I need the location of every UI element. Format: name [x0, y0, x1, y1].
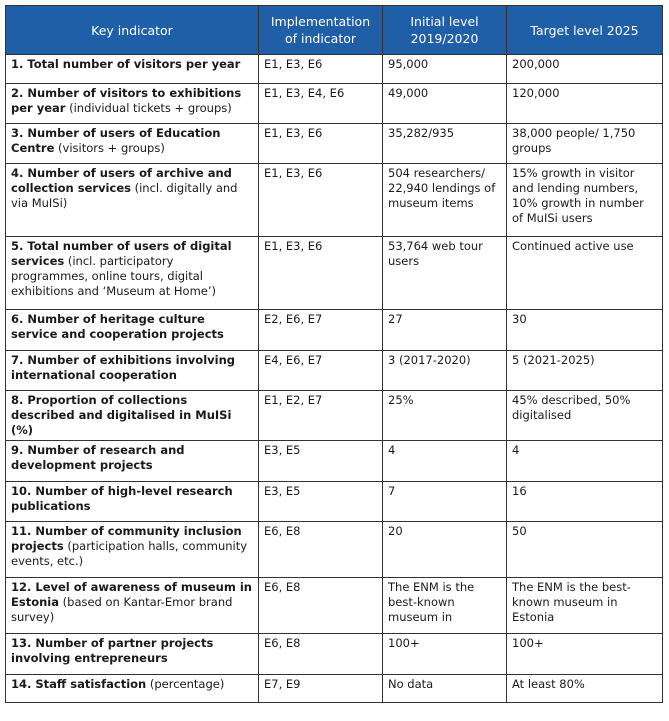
implementation-cell: E6, E8: [259, 522, 383, 578]
implementation-cell: E6, E8: [259, 578, 383, 634]
header-row: [6, 6, 663, 55]
target-level-cell: 120,000: [507, 84, 663, 124]
indicator-cell: [6, 164, 259, 237]
indicator-cell: [6, 237, 259, 310]
indicator-cell: [6, 351, 259, 391]
indicator-title: 11. Number of community inclusion projects: [11, 524, 242, 553]
table-row: [6, 441, 663, 482]
initial-level-cell: No data: [383, 675, 507, 703]
indicator-title: 3. Number of users of Education Centre: [11, 126, 221, 155]
header-key-indicator: Key indicator: [6, 6, 259, 55]
indicator-title: 8. Proportion of collections described and digitalised in MuISi (%): [11, 393, 232, 437]
initial-level-cell: 35,282/935: [383, 124, 507, 164]
indicator-title: 13. Number of partner projects involving entrepreneurs: [11, 636, 214, 665]
header-target-level: Target level 2025: [507, 6, 663, 55]
indicator-title: 6. Number of heritage culture service and cooperation projects: [11, 312, 224, 341]
target-level-cell: 50: [507, 522, 663, 578]
target-level-cell: 200,000: [507, 55, 663, 84]
indicator-cell: [6, 578, 259, 634]
key-indicators-table: [5, 5, 663, 703]
table-row: [6, 124, 663, 164]
initial-level-cell: 3 (2017-2020): [383, 351, 507, 391]
table-row: [6, 522, 663, 578]
indicator-note: (incl. digitally and via MuISi): [11, 181, 238, 210]
initial-level-cell: 49,000: [383, 84, 507, 124]
initial-level-cell: 95,000: [383, 55, 507, 84]
target-level-cell: At least 80%: [507, 675, 663, 703]
indicator-title: 1. Total number of visitors per year: [11, 57, 241, 71]
implementation-cell: E1, E3, E4, E6: [259, 84, 383, 124]
table-row: [6, 391, 663, 441]
indicator-title: 10. Number of high-level research publications: [11, 484, 233, 513]
implementation-cell: E1, E2, E7: [259, 391, 383, 441]
indicator-cell: [6, 84, 259, 124]
implementation-cell: E6, E8: [259, 634, 383, 675]
target-level-cell: 30: [507, 310, 663, 351]
indicator-title: 14. Staff satisfaction: [11, 677, 147, 691]
indicator-note: (individual tickets + groups): [65, 101, 232, 115]
target-level-cell: 15% growth in visitor and lending numbers, 10% growth in number of MuISi users: [507, 164, 663, 237]
target-level-cell: 16: [507, 482, 663, 522]
header-implementation: Implementation of indicator: [259, 6, 383, 55]
table-row: [6, 237, 663, 310]
indicator-title: 2. Number of visitors to exhibitions per year: [11, 86, 242, 115]
initial-level-cell: The ENM is the best-known museum in: [383, 578, 507, 634]
initial-level-cell: 53,764 web tour users: [383, 237, 507, 310]
header-initial-level: Initial level 2019/2020: [383, 6, 507, 55]
indicator-cell: [6, 441, 259, 482]
indicator-cell: [6, 310, 259, 351]
initial-level-cell: 4: [383, 441, 507, 482]
implementation-cell: E3, E5: [259, 441, 383, 482]
initial-level-cell: 504 researchers/ 22,940 lendings of museum items: [383, 164, 507, 237]
implementation-cell: E4, E6, E7: [259, 351, 383, 391]
target-level-cell: 5 (2021-2025): [507, 351, 663, 391]
table-row: [6, 164, 663, 237]
implementation-cell: E1, E3, E6: [259, 237, 383, 310]
target-level-cell: 38,000 people/ 1,750 groups: [507, 124, 663, 164]
indicator-cell: [6, 55, 259, 84]
indicator-note: (based on Kantar-Emor brand survey): [11, 595, 233, 624]
indicator-title: 12. Level of awareness of museum in Estonia: [11, 580, 252, 609]
target-level-cell: 100+: [507, 634, 663, 675]
target-level-cell: The ENM is the best-known museum in Estonia: [507, 578, 663, 634]
target-level-cell: 45% described, 50% digitalised: [507, 391, 663, 441]
indicator-note: (percentage): [146, 677, 225, 691]
table-row: [6, 634, 663, 675]
indicator-cell: [6, 634, 259, 675]
table-row: [6, 578, 663, 634]
implementation-cell: E1, E3, E6: [259, 55, 383, 84]
implementation-cell: E3, E5: [259, 482, 383, 522]
indicator-note: (incl. participatory programmes, online tours, digital exhibitions and ‘Museum at Home’): [11, 254, 217, 298]
table-row: [6, 675, 663, 703]
indicator-cell: [6, 522, 259, 578]
target-level-cell: 4: [507, 441, 663, 482]
table-row: [6, 84, 663, 124]
indicator-note: (visitors + groups): [54, 141, 165, 155]
indicator-title: 7. Number of exhibitions involving international cooperation: [11, 353, 236, 382]
target-level-cell: Continued active use: [507, 237, 663, 310]
table-row: [6, 55, 663, 84]
indicator-title: 9. Number of research and development projects: [11, 443, 185, 472]
implementation-cell: E1, E3, E6: [259, 124, 383, 164]
implementation-cell: E2, E6, E7: [259, 310, 383, 351]
initial-level-cell: 25%: [383, 391, 507, 441]
indicator-cell: [6, 124, 259, 164]
indicator-title: 5. Total number of users of digital services: [11, 239, 232, 268]
table-row: [6, 310, 663, 351]
initial-level-cell: 7: [383, 482, 507, 522]
implementation-cell: E1, E3, E6: [259, 164, 383, 237]
initial-level-cell: 27: [383, 310, 507, 351]
implementation-cell: E7, E9: [259, 675, 383, 703]
initial-level-cell: 100+: [383, 634, 507, 675]
table-row: [6, 482, 663, 522]
initial-level-cell: 20: [383, 522, 507, 578]
indicator-cell: [6, 391, 259, 441]
indicator-note: (participation halls, community events, etc.): [11, 539, 248, 568]
indicator-title: 4. Number of users of archive and collection services: [11, 166, 232, 195]
indicator-cell: [6, 675, 259, 703]
table-row: [6, 351, 663, 391]
indicator-cell: [6, 482, 259, 522]
